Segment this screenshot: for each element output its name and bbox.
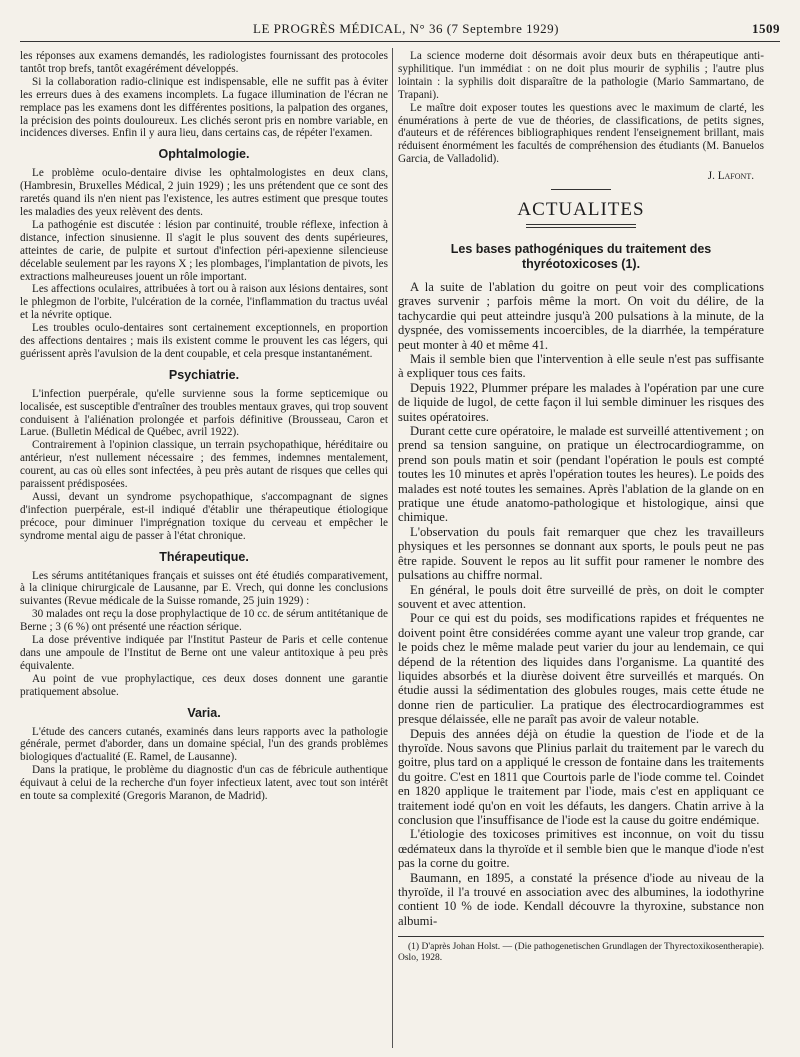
paragraph: Le problème oculo-dentaire divise les ophtalmologistes en deux clans, (Hambresin, Bruxelles Médical, 2 juin 1929) ; les uns prétendent que ce sont des raretés quand ils n'en nient pas l'existence, les autres estiment que presque toutes les maladies des yeux relèvent des dents. — [20, 167, 388, 218]
column-divider — [392, 48, 393, 1048]
right-column — [398, 50, 764, 1043]
paragraph: Depuis 1922, Plummer prépare les malades à l'opération par une cure de liquide de lugol, de cette façon il lui semble diminuer les risques des suites opératoires. — [398, 380, 764, 424]
paragraph: Les troubles oculo-dentaires sont certainement exceptionnels, en proportion des affections dentaires ; mais ils existent comme le prouvent les cas légers, qui guérissent après l'avulsion de la dent coupable, et cela presque instantanément. — [20, 322, 388, 360]
paragraph: La pathogénie est discutée : lésion par continuité, trouble réflexe, infection à distance, infection sinusienne. Il s'agit le plus souvent des dents supérieures, atteintes de carie, de pulpite et surtout d'infection péri-apexienne silencieuse décelable seulement par les rayons X ; les plombages, l'implantation de pivots, les extractions malheureuses jouent un rôle important. — [20, 218, 388, 283]
section-rule — [551, 189, 611, 190]
paragraph: Durant cette cure opératoire, le malade est surveillé attentivement ; on prend sa tension sanguine, on pratique un électrocardiogramme, on prend son pouls matin et soir (pendant l'opération le pouls est compté toutes les 10 minutes et après l'opération toutes les heures). Le poids des malades est noté toutes les semaines. Après l'ablation de la glande on en pratique une étude anatomo-pathologique et histologique, ainsi que chimique. — [398, 424, 764, 525]
journal-title: LE PROGRÈS MÉDICAL, N° 36 (7 Septembre 1929) — [253, 21, 559, 36]
heading-therapeutique: Thérapeutique. — [159, 549, 249, 564]
paragraph: Baumann, en 1895, a constaté la présence d'iode au niveau de la thyroïde, il l'a trouvé en association avec des albumines, la iodothyrine contient 10 % de iode. Kendall découvre la thyroxine, substance non albumi- — [398, 870, 764, 928]
heading-ophtalmologie: Ophtalmologie. — [158, 147, 250, 162]
paragraph: L'observation du pouls fait remarquer que chez les travailleurs physiques et les personnes se donnant aux sports, le pouls peut ne pas être rapide. Souvent le repos au lit suffit pour ramener le nombre des pulsations au chiffre normal. — [398, 524, 764, 583]
paragraph: L'étiologie des toxicoses primitives est inconnue, on voit du tissu œdémateux dans la thyroïde et il semble bien que le manque d'iode n'est pas la corne du goitre. — [398, 827, 764, 871]
paragraph: 30 malades ont reçu la dose prophylactique de 10 cc. de sérum antitétanique de Berne ; 3 (6 %) ont présenté une réaction sérique. — [20, 608, 388, 634]
paragraph: L'infection puerpérale, qu'elle survienne sous la forme septicemique ou localisée, est susceptible d'entraîner des troubles mentaux graves, qui trop souvent conduisent à l'aliénation prolongée et parfois définitive (Brousseau, Caron et Larue. (Bulletin Médical de Québec, avril 1922). — [20, 387, 388, 439]
paragraph: Les affections oculaires, attribuées à tort ou à raison aux lésions dentaires, sont le phlegmon de l'orbite, l'ulcération de la cornée, l'inflammation du tractus uvéal et la névrite optique. — [20, 283, 388, 322]
paragraph: Contrairement à l'opinion classique, un terrain psychopathique, héréditaire ou antérieur, n'est nullement nécessaire ; des femmes, indemnes mentalement, courent, au cas où elles sont infectées, à peu près autant de risques que celles qui paraissent prédisposées. — [20, 439, 388, 491]
paragraph: Mais il semble bien que l'intervention à elle seule n'est pas suffisante à expliquer tous ces faits. — [398, 352, 764, 381]
article-title: Les bases pathogéniques du traitement des thyréotoxicoses (1). — [450, 241, 712, 271]
left-column — [20, 50, 388, 1043]
paragraph: Aussi, devant un syndrome psychopathique, s'accompagnant de signes d'infection puerpérale, est-il indiqué d'établir une thérapeutique étiologique précoce, pour diminuer l'imprégnation toxique du cerveau et empêcher le syndrome mental aigu de passer à l'état chronique. — [20, 491, 388, 542]
paragraph: La dose préventive indiquée par l'Institut Pasteur de Paris et celle contenue dans une ampoule de l'Institut de Berne ont une valeur antitoxique à peu près équivalente. — [20, 634, 388, 672]
paragraph: Si la collaboration radio-clinique est indispensable, elle ne suffit pas à éviter les erreurs dues à des examens incomplets. La fugace illumination de l'écran ne remplace pas les examens dont les différentes positions, la palpation des organes, la précision des points douloureux. Les clichés seront pris en nombre variable, en incidences diverses. Enfin il y aura lieu, dans certains cas, de répéter l'examen. — [20, 75, 388, 140]
paragraph: les réponses aux examens demandés, les radiologistes fournissant des protocoles tantôt trop brefs, tantôt exagérément développés. — [20, 50, 388, 75]
footnote-text: (1) D'après Johan Holst. — (Die pathogenetischen Grundlagen der Thyrectoxikosentherapie). Oslo, 1928. — [398, 942, 764, 964]
paragraph: L'étude des cancers cutanés, examinés dans leurs rapports avec la pathologie générale, permet d'aborder, dans un domaine spécial, l'un des grands problèmes biologiques d'actualité (E. Ramel, de Lausanne). — [20, 725, 388, 764]
paragraph: Au point de vue prophylactique, ces deux doses donnent une garantie pratiquement absolue. — [20, 672, 388, 698]
heading-varia: Varia. — [187, 705, 221, 720]
double-rule — [526, 224, 636, 228]
section-title: ACTUALITES — [517, 199, 645, 221]
paragraph: Depuis des années déjà on étudie la question de l'iode et de la thyroïde. Nous savons que Plinius parlait du traitement par le varech du goitre, plus tard on a appliqué le cresson de fontaine dans les traitements du goitre. C'est en 1811 que Courtois parle de l'iode comme tel. Coindet en 1820 applique le traitement par l'iode, mais c'est en appliquant ce traitement iodé qu'on en voit les défauts, les dangers. Chatin arrive à la conclusion que l'insuffisance de l'iode est la cause du goitre endémique. — [398, 726, 764, 827]
footnote — [398, 936, 764, 964]
page-number: 1509 — [752, 21, 780, 36]
paragraph: Pour ce qui est du poids, ses modifications rapides et fréquentes ne doivent point être considérées comme ayant une valeur trop grande, car le poids chez le même malade peut varier du jour au lendemain, ce qui dépend de la rétention des liquides dans l'organisme. La quantité des liquides absorbés et la diurèse doivent être surveillés et marqués. On étudie aussi la sédimentation des globules rouges, mais cette étude ne donne rien de particulier. La pratique des électrocardiogrammes est presque délaissée, elle ne paraît pas avoir de valeur notable. — [398, 611, 764, 727]
author-signature: J. Lafont. — [707, 170, 754, 183]
paragraph: A la suite de l'ablation du goitre on peut voir des complications graves survenir ; parfois même la mort. On voit du délire, de la tachycardie qui peut atteindre jusqu'à 200 pulsations à la minute, de la dyspnée, des vomissements incoercibles, de la diarrhée, la température peut monter à 40 et même 41. — [398, 279, 764, 352]
paragraph: Dans la pratique, le problème du diagnostic d'un cas de fébricule authentique équivaut à celui de la recherche d'un foyer infectieux latent, avec tout son intérêt en toute sa complexité (Gregoris Maranon, de Madrid). — [20, 764, 388, 803]
paragraph: Les sérums antitétaniques français et suisses ont été étudiés comparativement, à la clinique chirurgicale de Lausanne, par E. Vrech, qui donne les conclusions suivantes (Revue médicale de la Suisse romande, 25 juin 1929) : — [20, 569, 388, 608]
page-header — [20, 14, 780, 42]
article-body — [398, 280, 764, 928]
paragraph: La science moderne doit désormais avoir deux buts en thérapeutique anti-syphilitique. l'un immédiat : on ne doit plus mourir de syphilis ; l'autre plus lointain : la syphilis doit disparaître de la pathologie (Mario Sammartano, de Trapani). — [398, 50, 764, 101]
paragraph: Le maître doit exposer toutes les questions avec le maximum de clarté, les énumérations à perte de vue de théories, de classifications, de petits signes, d'auteurs et de références bibliographiques rendent l'enseignement brillant, mais réduisent énormément les facultés de compréhension des étudiants (M. Banuelos Garcia, de Valladolid). — [398, 101, 764, 166]
heading-psychiatrie: Psychiatrie. — [168, 367, 240, 382]
paragraph: En général, le pouls doit être surveillé de près, on doit le compter souvent et avec attention. — [398, 582, 764, 611]
